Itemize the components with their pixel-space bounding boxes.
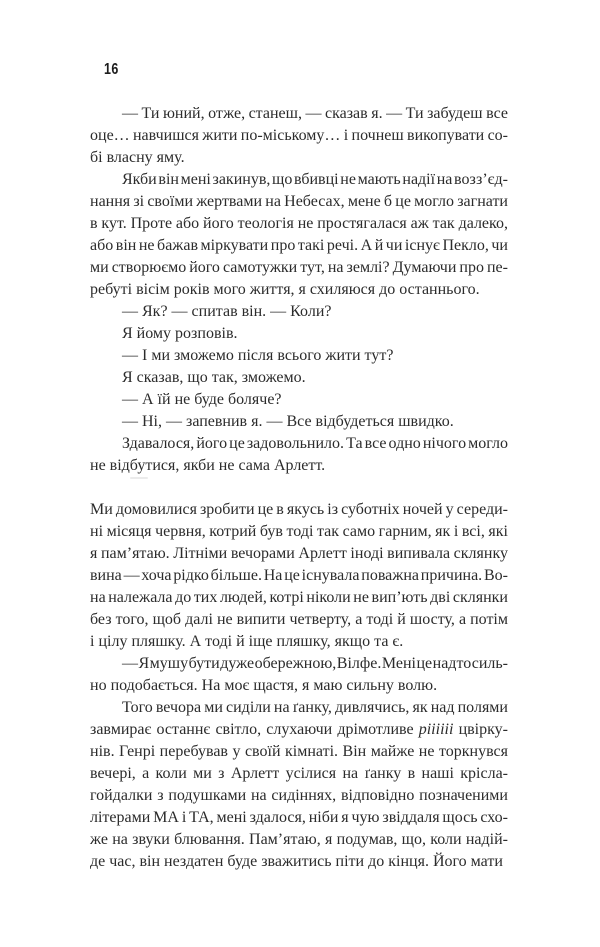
text-line-content: — Як? — спитав він. — Коли?: [122, 303, 332, 320]
text-line: [90, 455, 508, 477]
text-line-content: — Ти юний, отже, станеш, — сказав я. — Ти забудеш все: [121, 105, 508, 122]
text-line: [90, 719, 508, 741]
text-line: [90, 587, 508, 609]
text-segment: завмирає останнє світло, слухаючи дрімотливе: [90, 721, 419, 738]
text-line-content: вечері, а коли ми з Арлетт усілися на ґанку в наші крісла-: [90, 765, 508, 782]
text-line-content: я пам’ятаю. Літніми вечорами Арлетт іноді випивала склянку: [90, 545, 508, 562]
text-line-content: Я сказав, що так, зможемо.: [122, 369, 306, 386]
text-line: [90, 675, 508, 697]
text-line: [90, 433, 508, 455]
text-line-content: [90, 719, 508, 741]
text-line: [90, 521, 508, 543]
text-line: [90, 543, 508, 565]
text-line-content: но подобається. На моє щастя, я маю сильну волю.: [90, 677, 438, 694]
text-line: [90, 697, 508, 719]
text-line: [90, 741, 508, 763]
text-line: [90, 125, 508, 147]
text-line: [90, 763, 508, 785]
text-line-content: або він не бажав міркувати про такі речі. А й чи існує Пекло, чи: [90, 237, 508, 254]
text-line-content: ребуті вісім років мого життя, я схиляюся до останнього.: [90, 281, 480, 298]
text-line: [90, 851, 508, 873]
text-line: [90, 411, 508, 433]
italic-word: ріііііі: [418, 721, 454, 738]
text-line: [90, 191, 508, 213]
text-line: [90, 565, 508, 587]
text-line: [90, 147, 508, 169]
text-line-content: Того вечора ми сиділи на ґанку, дивлячись, як над полями: [121, 699, 508, 716]
text-line: [90, 301, 508, 323]
text-line-content: — І ми зможемо після всього жити тут?: [122, 347, 394, 364]
text-line-content: — Я мушу бути дуже обережною, Вілфе. Мені це надто силь-: [122, 655, 508, 672]
text-line-content: — А їй не буде боляче?: [122, 391, 282, 408]
text-line-content: Ми домовилися зробити це в якусь із суботніх ночей у середи-: [90, 501, 508, 518]
text-line-content: не відбутися, якби не сама Арлетт.: [90, 457, 326, 474]
text-line-content: оце… навчишся жити по-міському… і почнеш викопувати со-: [90, 127, 508, 144]
text-line: [90, 807, 508, 829]
text-line-content: нів. Генрі перебував у своїй кімнаті. Він майже не торкнувся: [90, 743, 508, 760]
text-line: [90, 103, 508, 125]
text-line-content: же на звуки блювання. Пам’ятаю, я подумав, що, коли надій-: [90, 831, 508, 848]
text-line: [90, 235, 508, 257]
page-number: 16: [104, 61, 119, 78]
text-segment: цвірку-: [453, 721, 508, 738]
text-line: [90, 345, 508, 367]
text-line-content: — Ні, — запевнив я. — Все відбудеться швидко.: [122, 413, 454, 430]
scan-artifact-mark: [130, 477, 148, 479]
text-line-content: вина — хоча рідко більше. На це існувала поважна причина. Во-: [90, 567, 508, 584]
text-block: [90, 103, 508, 873]
text-line: [90, 323, 508, 345]
text-line: [90, 169, 508, 191]
text-line-content: де час, він нездатен буде зважитись піти до кінця. Його мати: [90, 853, 503, 870]
text-line-content: ні місяця червня, котрий був тоді так само гарним, як і всі, які: [90, 523, 508, 540]
text-line: [90, 785, 508, 807]
text-line-content: нання зі своїми жертвами на Небесах, мене б це могло загнати: [90, 193, 508, 210]
text-line: [90, 609, 508, 631]
text-line-content: і цілу пляшку. А тоді й іще пляшку, якщо та є.: [90, 633, 404, 650]
text-line: [90, 829, 508, 851]
text-line-content: в кут. Проте або його теологія не простягалася аж так далеко,: [90, 215, 508, 232]
text-line-content: літерами МА і ТА, мені здалося, ніби я чую звіддаля щось схо-: [90, 809, 508, 826]
text-line: [90, 653, 508, 675]
text-line: [90, 257, 508, 279]
text-line-content: без того, щоб далі не випити четверту, а тоді й шосту, а потім: [90, 611, 508, 628]
text-line-content: Я йому розповів.: [122, 325, 238, 342]
text-line-content: ми створюємо його самотужки тут, на землі? Думаючи про пе-: [90, 259, 508, 276]
text-line: [90, 389, 508, 411]
text-line: [90, 367, 508, 389]
text-line-content: бі власну яму.: [90, 149, 185, 166]
text-line-content: Здавалося, його це задовольнило. Та все одно нічого могло: [122, 435, 508, 452]
text-line: [90, 499, 508, 521]
text-line: [90, 279, 508, 301]
text-line: [90, 213, 508, 235]
text-line: [90, 631, 508, 653]
text-line-content: на належала до тих людей, котрі ніколи не вип’ють дві склянки: [90, 589, 508, 606]
text-line-content: Якби він мені закинув, що вбивці не мають надії на возз’єд-: [121, 171, 508, 188]
text-line-content: гойдалки з подушками на сидіннях, відповідно позначеними: [90, 787, 508, 804]
